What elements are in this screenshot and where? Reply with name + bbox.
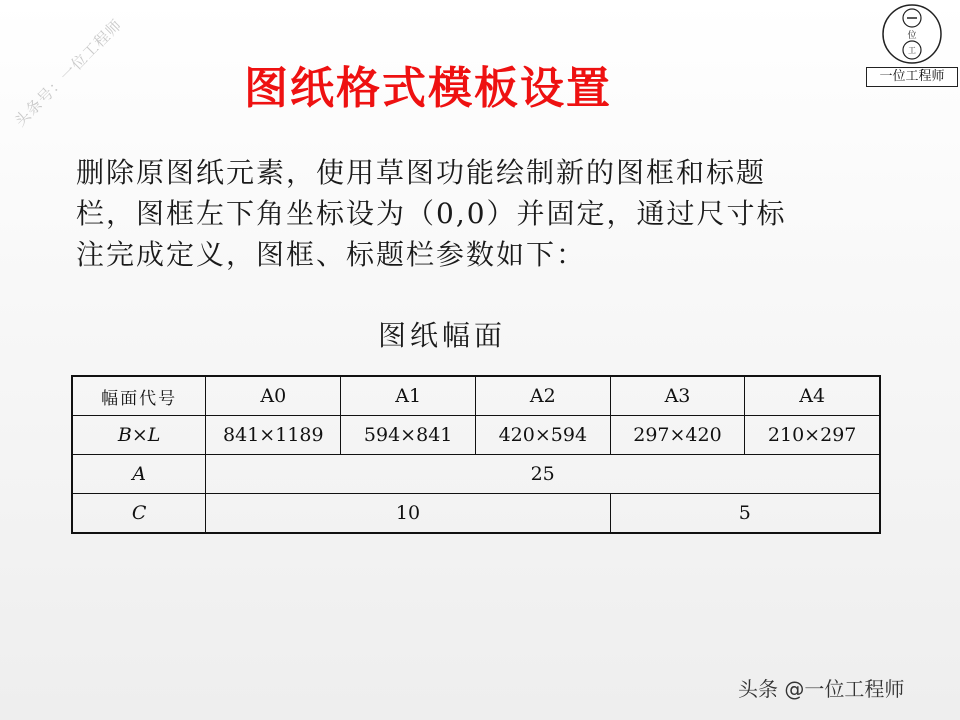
- header-cell-a0: A0: [206, 376, 341, 416]
- table-row-c: [72, 494, 880, 534]
- cell-bxl-a2: 420×594: [475, 416, 610, 455]
- cell-bxl-a1: 594×841: [341, 416, 476, 455]
- paragraph-line: 注完成定义，图框、标题栏参数如下：: [76, 238, 587, 271]
- header-cell-code: 幅面代号: [72, 376, 206, 416]
- cell-a-value: 25: [206, 455, 880, 494]
- cell-c-a3-a4: 5: [610, 494, 880, 534]
- header-cell-a3: A3: [610, 376, 745, 416]
- table-header-row: [72, 376, 880, 416]
- header-cell-a4: A4: [745, 376, 880, 416]
- table-row-bxl: [72, 416, 880, 455]
- header-cell-a2: A2: [475, 376, 610, 416]
- svg-text:位: 位: [907, 31, 917, 41]
- cell-c-a0-a2: 10: [206, 494, 610, 534]
- logo-caption: 一位工程师: [866, 67, 958, 87]
- cell-bxl-a4: 210×297: [745, 416, 880, 455]
- svg-text:工: 工: [908, 46, 916, 55]
- paragraph-line: 栏，图框左下角坐标设为（0,0）并固定，通过尺寸标: [76, 197, 787, 230]
- row-label-bxl: B×L: [72, 416, 206, 455]
- table-row-a: [72, 455, 880, 494]
- cell-bxl-a3: 297×420: [610, 416, 745, 455]
- source-watermark: 头条 @一位工程师: [738, 677, 905, 701]
- logo-seal-icon: [881, 3, 943, 65]
- paragraph-line: 删除原图纸元素，使用草图功能绘制新的图框和标题: [76, 156, 767, 189]
- table-title: 图纸幅面: [377, 319, 506, 352]
- header-cell-a1: A1: [341, 376, 476, 416]
- row-label-a: A: [72, 455, 206, 494]
- description-paragraph: [76, 152, 836, 275]
- cell-bxl-a0: 841×1189: [206, 416, 341, 455]
- slide-title: 图纸格式模板设置: [244, 63, 612, 114]
- logo: [866, 3, 958, 89]
- diagonal-watermark: 头条号：一位工程师: [11, 15, 126, 131]
- row-label-c: C: [72, 494, 206, 534]
- paper-size-table: [71, 375, 881, 534]
